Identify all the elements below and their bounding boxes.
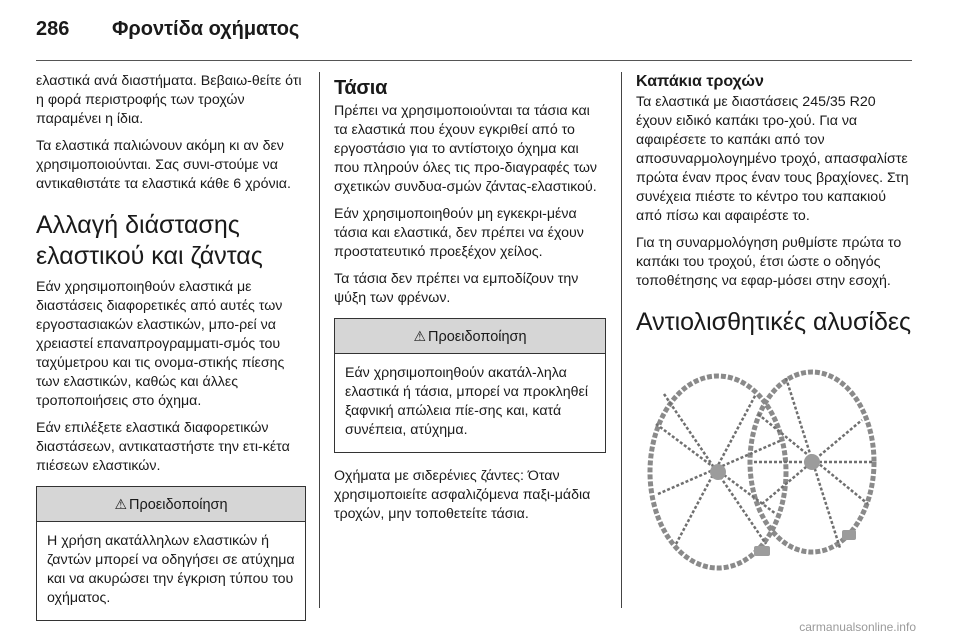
paragraph: Για τη συναρμολόγηση ρυθμίστε πρώτα το καπάκι του τροχού, έτσι ώστε ο οδηγός τοποθέτησης να εφαρ-μόσει στην εσοχή. (636, 235, 902, 289)
column-divider (621, 72, 622, 608)
page-number: 286 (36, 18, 70, 40)
warning-text: Εάν χρησιμοποιηθούν ακατάλ-ληλα ελαστικά ή τάσια, μπορεί να προκληθεί ξαφνική απώλεια πίε-σης και, κατά συνέπεια, ατύχημα. (345, 365, 588, 438)
section-heading-hubcaps: Τάσια (334, 77, 388, 99)
paragraph: Πρέπει να χρησιμοποιούνται τα τάσια και τα ελαστικά που έχουν εγκριθεί από το εργοστάσιο για το αντίστοιχο όχημα και που πληρούν όλες τις προ-διαγραφές των σχετικών συνδυα-σμών ζάντας-ελαστικού. (334, 103, 598, 195)
paragraph: Εάν χρησιμοποιηθούν μη εγκεκρι-μένα τάσια και ελαστικά, δεν πρέπει να έχουν προστατευτικό προεξέχον χείλος. (334, 206, 584, 260)
warning-text: Η χρήση ακατάλληλων ελαστικών ή ζαντών μπορεί να οδηγήσει σε ατύχημα και να ακυρώσει την έγκριση τύπου του οχήματος. (47, 533, 295, 606)
section-heading-snow-chains: Αντιολισθητικές αλυσίδες (636, 308, 912, 336)
warning-triangle-icon: ⚠ (413, 328, 426, 344)
paragraph: Οχήματα με σιδερένιες ζάντες: Όταν χρησιμοποιείτε ασφαλιζόμενα παξι-μάδια τροχών, μην τοποθετείτε τάσια. (334, 468, 591, 522)
header-divider (36, 60, 912, 61)
column-middle (334, 72, 606, 532)
warning-box (36, 486, 306, 621)
paragraph: Τα ελαστικά με διαστάσεις 245/35 R20 έχουν ειδικό καπάκι τρο-χού. Για να αφαιρέσετε το καπάκι από τον αποσυναρμολογημένο τροχό, απασφαλίστε πρώτα έναν προς έναν τους βραχίονες. Στη συνέχεια πιέστε το κέντρο του καπακιού από πίσω και αφαιρέστε το. (636, 94, 909, 224)
paragraph: Τα ελαστικά παλιώνουν ακόμη κι αν δεν χρησιμοποιούνται. Σας συνι-στούμε να αντικαθιστάτε τα ελαστικά κάθε 6 χρόνια. (36, 138, 291, 192)
snow-chain-illustration (636, 354, 892, 582)
paragraph: Εάν χρησιμοποιηθούν ελαστικά με διαστάσεις διαφορετικές από αυτές των εργοστασιακών ελαστικών, μπο-ρεί να χρειαστεί επαναπρογραμματι-σμός του ταχύμετρου και τις ονομα-στικής πίεσης των ελαστικών, καθώς και άλλες τροποποιήσεις στο όχημα. (36, 279, 285, 409)
column-left (36, 72, 306, 635)
column-right (636, 72, 912, 588)
warning-triangle-icon: ⚠ (114, 496, 127, 512)
column-divider (319, 72, 320, 608)
warning-box (334, 318, 606, 453)
paragraph: Εάν επιλέξετε ελαστικά διαφορετικών διαστάσεων, αντικαταστήστε την ετι-κέτα πιέσεων ελαστικών. (36, 420, 290, 474)
section-heading-size-change: Αλλαγή διάστασης ελαστικού και ζάντας (36, 211, 263, 270)
warning-header (37, 487, 305, 522)
paragraph: ελαστικά ανά διαστήματα. Βεβαιω-θείτε ότι η φορά περιστροφής των τροχών παραμένει η ίδια. (36, 73, 302, 127)
warning-header (335, 319, 605, 354)
watermark: carmanualsonline.info (799, 620, 916, 634)
subheading-wheel-covers: Καπάκια τροχών (636, 73, 764, 90)
paragraph: Τα τάσια δεν πρέπει να εμποδίζουν την ψύξη των φρένων. (334, 271, 579, 306)
page-header-title: Φροντίδα οχήματος (112, 18, 300, 40)
warning-title: Προειδοποίηση (428, 329, 527, 345)
warning-title: Προειδοποίηση (129, 497, 228, 513)
